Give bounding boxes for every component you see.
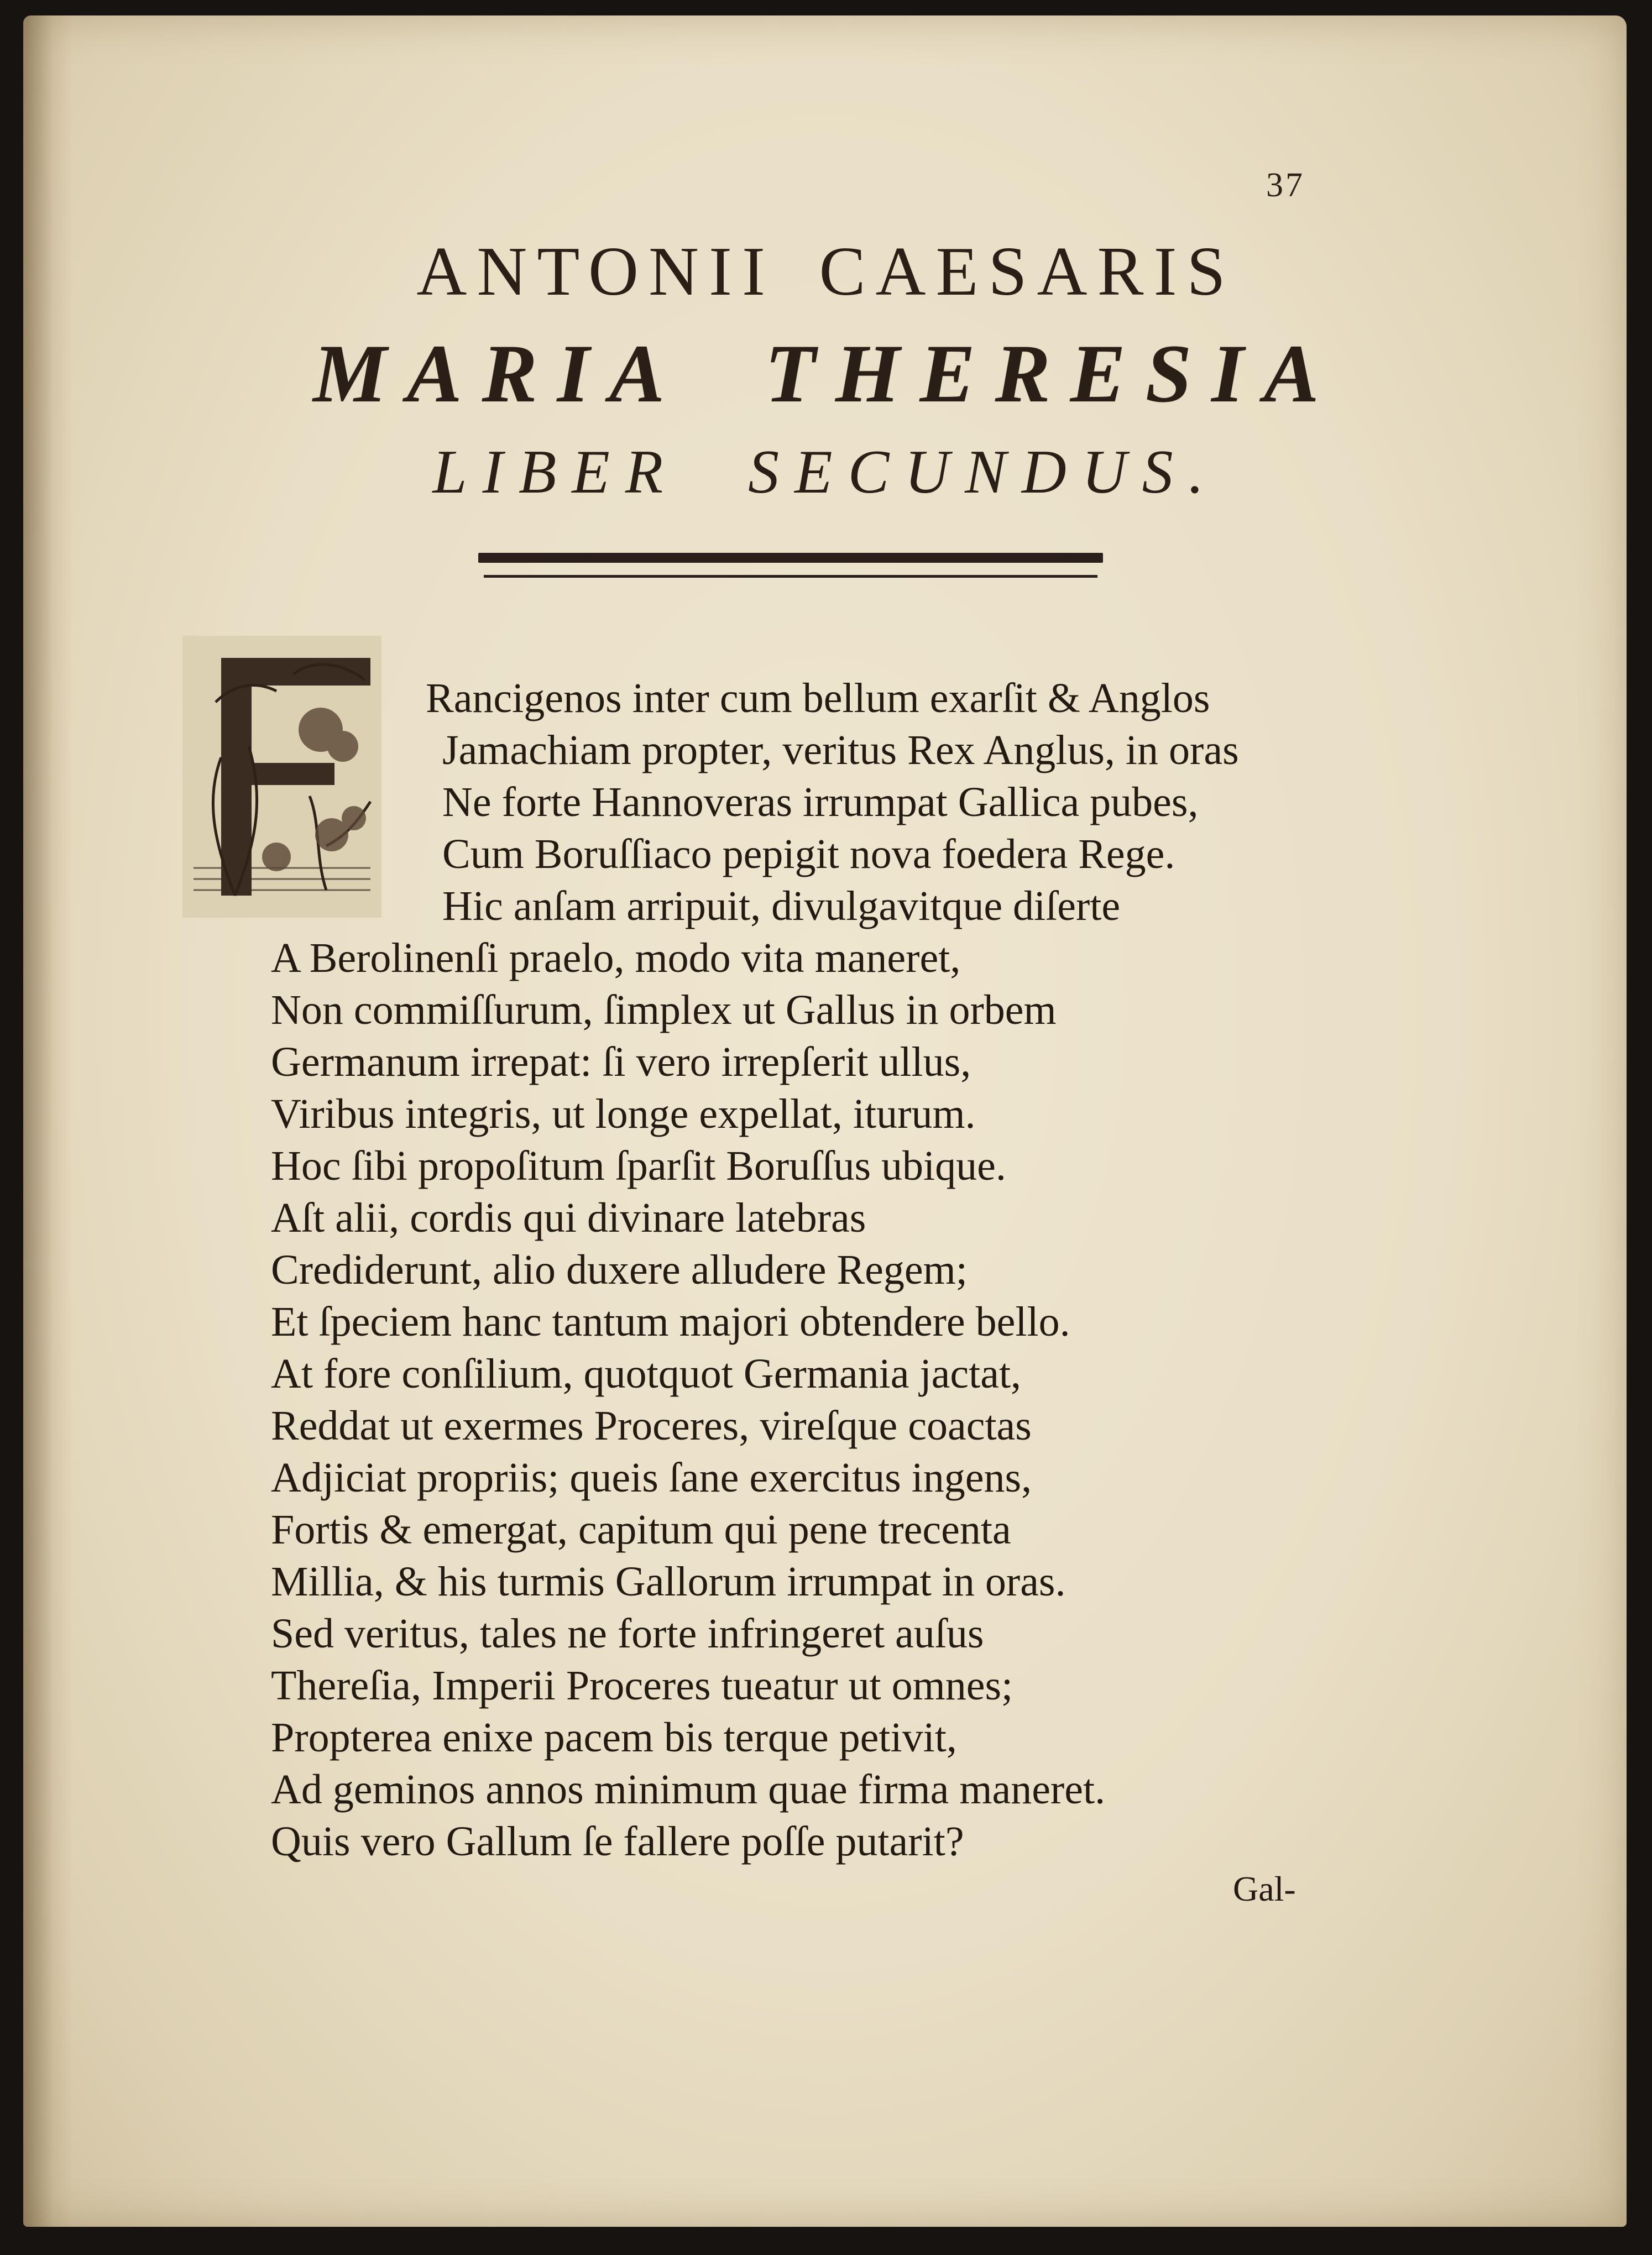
- poem-line: Millia, & his turmis Gallorum irrumpat in oras.: [271, 1558, 1066, 1605]
- poem-line: Non commiſſurum, ſimplex ut Gallus in orbem: [271, 987, 1057, 1033]
- poem-line: Germanum irrepat: ſi vero irrepſerit ullus,: [271, 1039, 971, 1085]
- poem-line: At fore conſilium, quotquot Germania jactat,: [271, 1351, 1022, 1397]
- poem-line: Ad geminos annos minimum quae firma maneret.: [271, 1766, 1106, 1813]
- poem-line: Thereſia, Imperii Proceres tueatur ut omnes;: [271, 1662, 1013, 1709]
- title-subject: MARIA THERESIA: [313, 328, 1339, 420]
- poem-line: Quis vero Gallum ſe fallere poſſe putarit?: [271, 1818, 964, 1865]
- poem-line: Cum Boruſſiaco pepigit nova foedera Rege.: [442, 831, 1175, 877]
- poem-line: Jamachiam propter, veritus Rex Anglus, in oras: [442, 727, 1239, 773]
- poem-line: Hic anſam arripuit, divulgavitque diſerte: [442, 883, 1121, 929]
- poem-line: A Berolinenſi praelo, modo vita maneret,: [271, 935, 961, 981]
- poem-line: Adjiciat propriis; queis ſane exercitus ingens,: [271, 1454, 1032, 1501]
- catchword: Gal-: [1233, 1869, 1296, 1908]
- poem-line: Et ſpeciem hanc tantum majori obtendere bello.: [271, 1299, 1070, 1345]
- page-number: 37: [1266, 166, 1305, 204]
- title-book: LIBER SECUNDUS.: [432, 438, 1220, 506]
- poem-line: Crediderunt, alio duxere alludere Regem;: [271, 1247, 968, 1293]
- poem-line: Propterea enixe pacem bis terque petivit,: [271, 1714, 957, 1761]
- poem-line: Sed veritus, tales ne forte infringeret auſus: [271, 1610, 984, 1657]
- poem-line: Ne forte Hannoveras irrumpat Gallica pubes,: [442, 779, 1199, 825]
- title-author: ANTONII CAESARIS: [416, 233, 1236, 310]
- poem-line: Aſt alii, cordis qui divinare latebras: [271, 1195, 866, 1241]
- poem-line: Reddat ut exermes Proceres, vireſque coactas: [271, 1403, 1032, 1449]
- poem-line: Viribus integris, ut longe expellat, iturum.: [271, 1091, 976, 1137]
- poem-line: Rancigenos inter cum bellum exarſit & Anglos: [426, 675, 1210, 721]
- poem-line: Fortis & emergat, capitum qui pene trecenta: [271, 1506, 1011, 1553]
- poem-line: Hoc ſibi propoſitum ſparſit Boruſſus ubique.: [271, 1143, 1006, 1189]
